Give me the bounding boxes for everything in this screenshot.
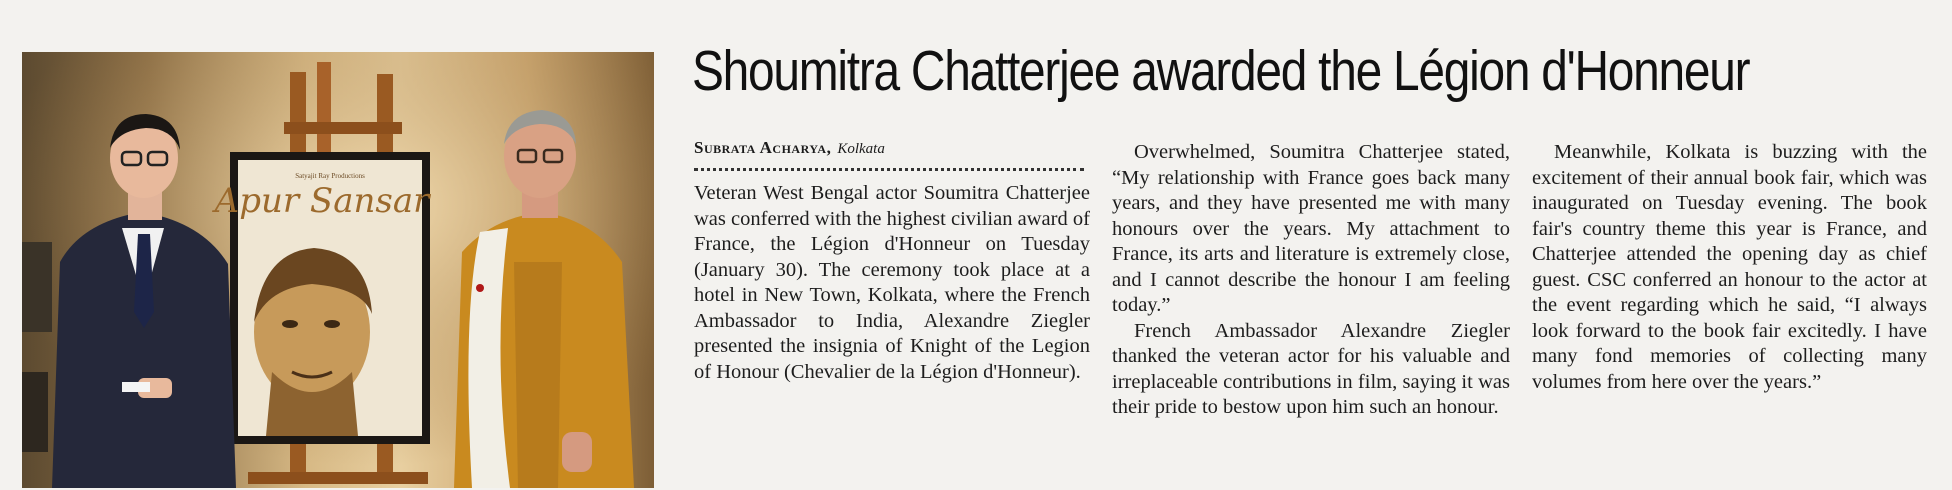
- byline: [694, 138, 1090, 159]
- camera-shape: [22, 242, 52, 332]
- paragraph: French Ambassador Alexandre Ziegler thanked the veteran actor for his valuable and irreplaceable contributions in film, saying it was their pride to bestow upon him such an honour.: [1112, 319, 1510, 418]
- paragraph: Meanwhile, Kolkata is buzzing with the excitement of their annual book fair, which was inaugurated on Tuesday evening. The book fair's country theme this year is France, and Chatterjee attended the opening day as chief guest. CSC conferred an honour to the actor at the event regarding which he said, “I always look forward to the book fair excitedly. I have many fond memories of collecting many volumes from here over the years.”: [1532, 141, 1927, 393]
- article-photo: [22, 52, 654, 488]
- headline: Shoumitra Chatterjee awarded the Légion d'Honneur: [692, 39, 1750, 103]
- article-column-3: [1532, 140, 1927, 395]
- poster-top-text: Satyajit Ray Productions: [295, 172, 365, 180]
- byline-place: Kolkata: [837, 141, 885, 157]
- byline-dotted-rule: [694, 168, 1084, 171]
- article-column-2: [1112, 140, 1510, 421]
- poster-title: Apur Sansar: [214, 181, 430, 221]
- ceremony-photo-illustration: [22, 52, 654, 488]
- paragraph: Veteran West Bengal actor Soumitra Chatterjee was conferred with the highest civilian award of France, the Légion d'Honneur on Tuesday (January 30). The ceremony took place at a hotel in New Town, Kolkata, where the French Ambassador to India, Alexandre Ziegler presented the insignia of Knight of the Legion of Honour (Chevalier de la Légion d'Honneur).: [694, 182, 1090, 383]
- article-column-1: [694, 181, 1090, 385]
- paragraph: Overwhelmed, Soumitra Chatterjee stated, “My relationship with France goes back many years, and they have presented me with many honours over the years. My attachment to France, its arts and literature is extremely close, and I cannot describe the honour I am feeling today.”: [1112, 141, 1510, 316]
- film-poster: [212, 152, 431, 444]
- byline-author: Subrata Acharya,: [694, 138, 832, 157]
